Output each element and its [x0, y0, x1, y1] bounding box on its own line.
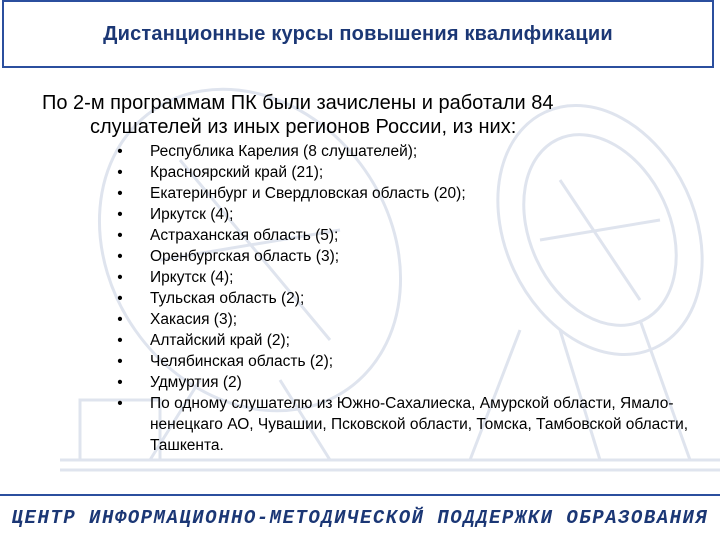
- bullet-icon: •: [117, 185, 123, 202]
- intro-line-1: По 2-м программам ПК были зачислены и работали 84: [42, 92, 554, 114]
- slide-title: Дистанционные курсы повышения квалификации: [103, 22, 613, 45]
- list-item: [110, 309, 690, 330]
- bullet-icon: •: [117, 353, 123, 370]
- list-item: [110, 246, 690, 267]
- list-item-text: Астраханская область (5);: [150, 227, 339, 244]
- bullet-icon: •: [117, 269, 123, 286]
- bullet-icon: •: [117, 206, 123, 223]
- bullet-icon: •: [117, 311, 123, 328]
- list-item-text: Екатеринбург и Свердловская область (20);: [150, 185, 466, 202]
- bullet-icon: •: [117, 290, 123, 307]
- list-item: [110, 393, 690, 456]
- region-list: [110, 141, 690, 456]
- bullet-icon: •: [117, 143, 123, 160]
- list-item: [110, 330, 690, 351]
- list-item-text: По одному слушателю из Южно-Сахалиеска, Амурской области, Ямало-ненецкаго АО, Чувашии, Псковской области, Томска, Тамбовской области, Ташкента.: [150, 395, 689, 454]
- intro-line-2: слушателей из иных регионов России, из них:: [90, 116, 517, 138]
- list-item-text: Челябинская область (2);: [150, 353, 334, 370]
- list-item: [110, 204, 690, 225]
- list-item-text: Хакасия (3);: [150, 311, 238, 328]
- list-item: [110, 288, 690, 309]
- list-item: [110, 183, 690, 204]
- title-bar: [2, 0, 714, 68]
- bullet-icon: •: [117, 395, 123, 412]
- list-item: [110, 267, 690, 288]
- list-item-text: Иркутск (4);: [150, 269, 234, 286]
- footer-organization-name: ЦЕНТР ИНФОРМАЦИОННО-МЕТОДИЧЕСКОЙ ПОДДЕРЖКИ ОБРАЗОВАНИЯ: [11, 507, 709, 529]
- list-item-text: Алтайский край (2);: [150, 332, 290, 349]
- bullet-icon: •: [117, 164, 123, 181]
- list-item-text: Удмуртия (2): [150, 374, 242, 391]
- list-item: [110, 372, 690, 393]
- list-item-text: Иркутск (4);: [150, 206, 234, 223]
- list-item: [110, 162, 690, 183]
- list-item: [110, 141, 690, 162]
- list-item-text: Красноярский край (21);: [150, 164, 324, 181]
- bullet-icon: •: [117, 374, 123, 391]
- footer-banner: [0, 494, 720, 540]
- list-item: [110, 225, 690, 246]
- list-item-text: Тульская область (2);: [150, 290, 305, 307]
- bullet-icon: •: [117, 248, 123, 265]
- bullet-icon: •: [117, 227, 123, 244]
- list-item: [110, 351, 690, 372]
- list-item-text: Оренбургская область (3);: [150, 248, 340, 265]
- list-item-text: Республика Карелия (8 слушателей);: [150, 143, 418, 160]
- bullet-icon: •: [117, 332, 123, 349]
- intro-paragraph: [42, 91, 682, 139]
